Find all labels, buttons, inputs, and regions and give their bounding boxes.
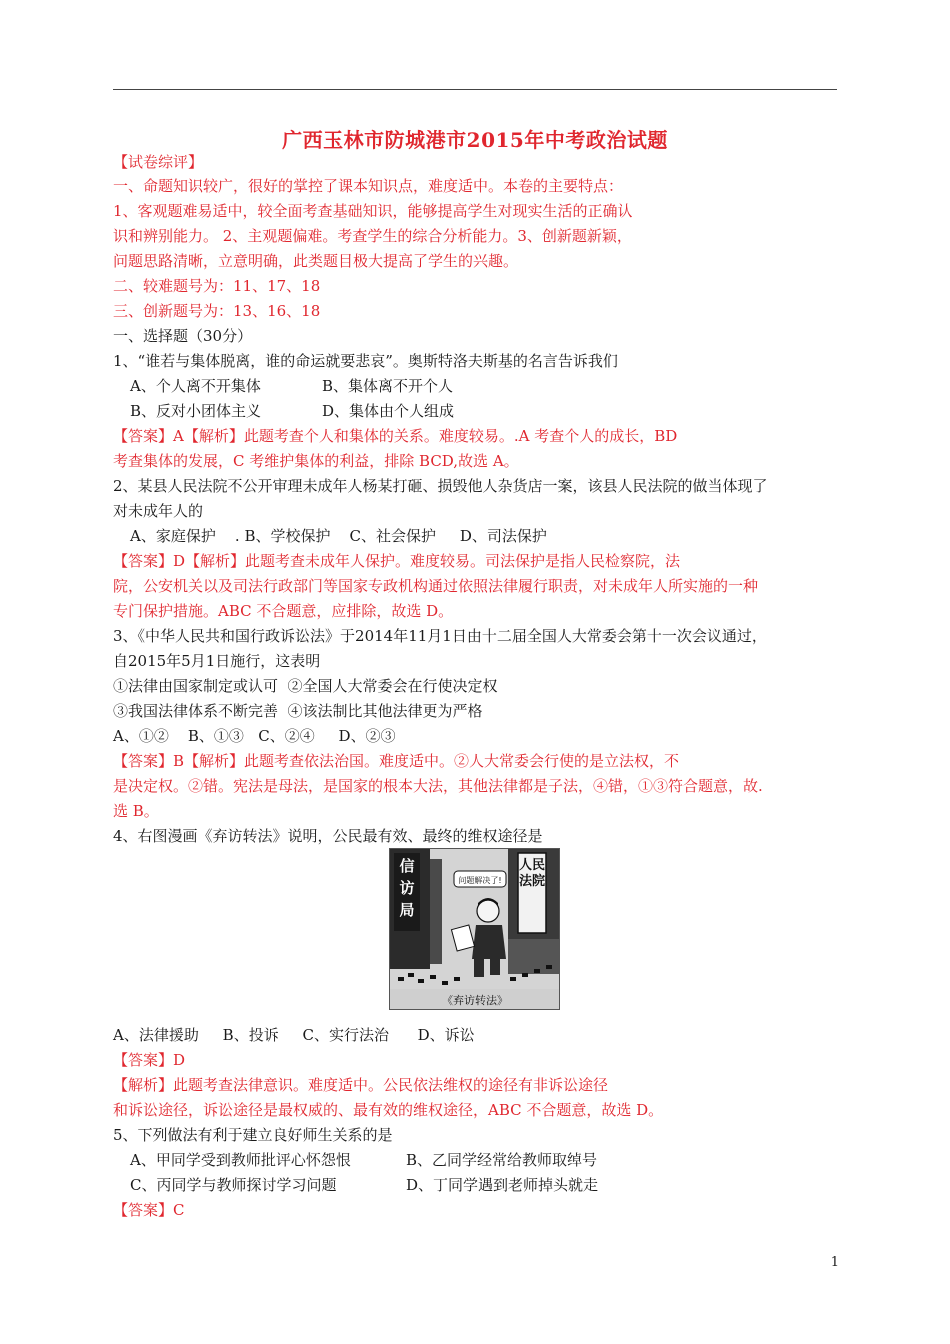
answer-line: 院，公安机关以及司法行政部门等国家专政机构通过依照法律履行职责，对未成年人所实施的一种	[113, 577, 759, 595]
answer-line: 考查集体的发展，C 考维护集体的利益，排除 BCD,故选 A。	[113, 452, 519, 470]
section-heading: 一、选择题（30分）	[113, 327, 253, 345]
answer-line: 【答案】C	[113, 1201, 185, 1219]
answer-line: 【答案】D【解析】此题考查未成年人保护。难度较易。司法保护是指人民检察院，法	[113, 552, 681, 570]
question-2-stem: 对未成年人的	[113, 502, 204, 520]
cartoon-drawing	[390, 849, 560, 1010]
option-b: B、乙同学经常给教师取绰号	[406, 1151, 598, 1169]
question-1-options-row	[130, 376, 453, 396]
page-number: 1	[830, 1255, 839, 1270]
analysis-line: 【解析】此题考查法律意识。难度适中。公民依法维权的途径有非诉讼途径	[113, 1076, 609, 1094]
option-c: C、丙同学与教师探讨学习问题	[130, 1176, 337, 1194]
question-4-options: A、法律援助 B、投诉 C、实行法治 D、诉讼	[113, 1026, 475, 1044]
question-5-options-row	[130, 1150, 597, 1170]
question-5-stem: 5、下列做法有利于建立良好师生关系的是	[113, 1126, 393, 1144]
option-a: A、个人离不开集体	[130, 377, 261, 395]
answer-line: 是决定权。②错。宪法是母法，是国家的根本大法，其他法律都是子法，④错，①③符合题意，故.	[113, 777, 763, 795]
question-3-statements: ③我国法律体系不断完善 ④该法制比其他法律更为严格	[113, 702, 483, 720]
option-d: D、集体由个人组成	[322, 402, 455, 420]
answer-line: 专门保护措施。ABC 不合题意，应排除，故选 D。	[113, 602, 454, 620]
right-sign-text: 法院	[518, 874, 546, 889]
question-3-options: A、①② B、①③ C、②④ D、②③	[113, 727, 396, 745]
question-1-options-row	[130, 401, 454, 421]
page-title: 广西玉林市防城港市2015年中考政治试题	[282, 128, 668, 152]
left-sign-text: 局	[399, 901, 415, 919]
cartoon-caption: 《弃访转法》	[442, 994, 508, 1007]
question-5-options-row	[130, 1175, 598, 1195]
answer-line: 【答案】D	[113, 1051, 186, 1069]
question-2-stem: 2、某县人民法院不公开审理未成年人杨某打砸、损毁他人杂货店一案，该县人民法院的做当体现了	[113, 477, 768, 495]
option-b: B、集体离不开个人	[322, 377, 454, 395]
option-a: A、甲同学受到教师批评心怀怨恨	[130, 1151, 351, 1169]
left-sign-text: 信	[399, 857, 415, 875]
review-line: 1、客观题难易适中，较全面考查基础知识，能够提高学生对现实生活的正确认	[113, 202, 633, 220]
header-rule	[113, 89, 837, 90]
answer-line: 【答案】A【解析】此题考查个人和集体的关系。难度较易。.A 考查个人的成长，BD	[113, 427, 678, 445]
review-line: 问题思路清晰，立意明确，此类题目极大提高了学生的兴趣。	[113, 252, 519, 270]
cartoon-image	[389, 848, 560, 1010]
question-3-stem: 自2015年5月1日施行，这表明	[113, 652, 321, 670]
question-3-statements: ①法律由国家制定或认可 ②全国人大常委会在行使决定权	[113, 677, 498, 695]
analysis-line: 和诉讼途径，诉讼途径是最权威的、最有效的维权途径，ABC 不合题意，故选 D。	[113, 1101, 664, 1119]
review-line: 识和辨别能力。 2、主观题偏难。考查学生的综合分析能力。3、创新题新颖，	[113, 227, 632, 245]
option-c: B、反对小团体主义	[130, 402, 262, 420]
answer-line: 选 B。	[113, 802, 159, 820]
left-sign-text: 访	[399, 879, 415, 897]
review-header: 【试卷综评】	[113, 153, 204, 171]
option-d: D、丁同学遇到老师掉头就走	[406, 1176, 599, 1194]
review-line: 二、较难题号为：11、17、18	[113, 277, 321, 295]
review-line: 三、创新题号为：13、16、18	[113, 302, 321, 320]
right-sign-text: 人民	[518, 858, 546, 873]
question-3-stem: 3、《中华人民共和国行政诉讼法》于2014年11月1日由十二届全国人大常委会第十一次会议通过，	[113, 627, 767, 645]
speech-bubble-text: 问题解决了!	[458, 876, 502, 885]
question-4-stem: 4、右图漫画《弃访转法》说明，公民最有效、最终的维权途径是	[113, 827, 543, 845]
question-2-options: A、家庭保护 . B、学校保护 C、社会保护 D、司法保护	[130, 527, 547, 545]
question-1-stem: 1、“谁若与集体脱离，谁的命运就要悲哀”。奥斯特洛夫斯基的名言告诉我们	[113, 352, 618, 370]
answer-line: 【答案】B【解析】此题考查依法治国。难度适中。②人大常委会行使的是立法权，不	[113, 752, 680, 770]
review-line: 一、命题知识较广，很好的掌控了课本知识点，难度适中。本卷的主要特点：	[113, 177, 624, 195]
